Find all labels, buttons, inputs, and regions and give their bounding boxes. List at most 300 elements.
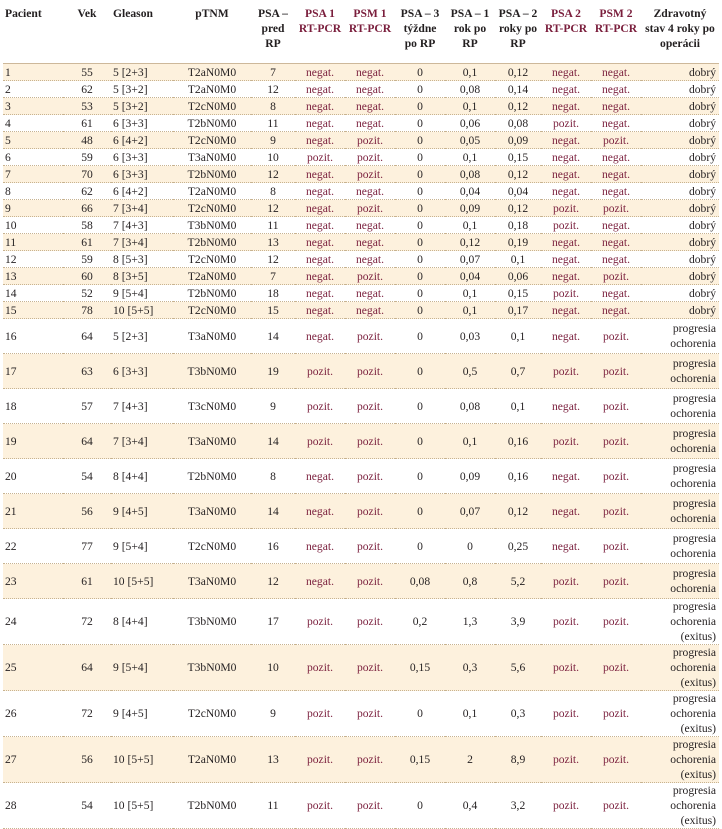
cell-zdravotny-stav: progresia ochorenia (641, 354, 719, 389)
cell-psa-2-roky: 0,12 (495, 494, 541, 529)
cell-psm2-rtpcr: pozit. (591, 459, 641, 494)
cell-pacient: 22 (3, 529, 63, 564)
cell-psa1-rtpcr: negat. (295, 234, 345, 251)
cell-psa1-rtpcr: pozit. (295, 149, 345, 166)
cell-pacient: 8 (3, 183, 63, 200)
cell-psa2-rtpcr: pozit. (541, 599, 591, 645)
cell-vek: 58 (63, 217, 111, 234)
cell-psm1-rtpcr: negat. (345, 64, 395, 81)
cell-psm1-rtpcr: pozit. (345, 132, 395, 149)
cell-psm2-rtpcr: pozit. (591, 354, 641, 389)
cell-psa-3-tyzdne: 0 (395, 354, 445, 389)
cell-psa-3-tyzdne: 0 (395, 389, 445, 424)
cell-psa-2-roky: 5,2 (495, 564, 541, 599)
cell-psa2-rtpcr: negat. (541, 132, 591, 149)
cell-psm2-rtpcr: negat. (591, 183, 641, 200)
cell-psa-3-tyzdne: 0 (395, 115, 445, 132)
cell-psa-pred-rp: 11 (251, 783, 295, 829)
cell-gleason: 7 [4+3] (111, 389, 173, 424)
table-row (3, 166, 719, 183)
cell-psa1-rtpcr: negat. (295, 166, 345, 183)
cell-psa-2-roky: 0,17 (495, 302, 541, 319)
cell-psm1-rtpcr: pozit. (345, 494, 395, 529)
cell-psa2-rtpcr: negat. (541, 149, 591, 166)
cell-ptnm: T2cN0M0 (173, 200, 251, 217)
cell-psa-pred-rp: 13 (251, 234, 295, 251)
cell-psa-1-rok: 0,8 (445, 564, 495, 599)
cell-psa-1-rok: 0,06 (445, 115, 495, 132)
cell-ptnm: T2aN0M0 (173, 64, 251, 81)
cell-psa-pred-rp: 10 (251, 645, 295, 691)
cell-psa-3-tyzdne: 0 (395, 691, 445, 737)
cell-psm2-rtpcr: pozit. (591, 319, 641, 354)
cell-ptnm: T2aN0M0 (173, 737, 251, 783)
cell-gleason: 10 [5+5] (111, 564, 173, 599)
cell-psa-2-roky: 3,9 (495, 599, 541, 645)
cell-psm2-rtpcr: negat. (591, 81, 641, 98)
cell-ptnm: T3aN0M0 (173, 494, 251, 529)
cell-psa-2-roky: 0,25 (495, 529, 541, 564)
cell-psa-2-roky: 0,1 (495, 251, 541, 268)
header-gleason: Gleason (111, 4, 173, 64)
cell-vek: 53 (63, 98, 111, 115)
cell-pacient: 18 (3, 389, 63, 424)
cell-psa1-rtpcr: negat. (295, 564, 345, 599)
cell-zdravotny-stav: dobrý (641, 115, 719, 132)
cell-ptnm: T2bN0M0 (173, 166, 251, 183)
cell-psa2-rtpcr: pozit. (541, 737, 591, 783)
cell-vek: 59 (63, 251, 111, 268)
cell-psa-2-roky: 0,1 (495, 389, 541, 424)
cell-ptnm: T2cN0M0 (173, 302, 251, 319)
cell-psa-pred-rp: 11 (251, 217, 295, 234)
table-row (3, 645, 719, 691)
cell-psa-pred-rp: 12 (251, 564, 295, 599)
cell-psa1-rtpcr: negat. (295, 302, 345, 319)
cell-psa-1-rok: 0,08 (445, 166, 495, 183)
header-row (3, 4, 719, 64)
cell-psm1-rtpcr: negat. (345, 81, 395, 98)
cell-pacient: 3 (3, 98, 63, 115)
cell-pacient: 9 (3, 200, 63, 217)
cell-psa1-rtpcr: negat. (295, 115, 345, 132)
cell-psm2-rtpcr: negat. (591, 64, 641, 81)
cell-psa-3-tyzdne: 0,08 (395, 564, 445, 599)
cell-psa-pred-rp: 11 (251, 115, 295, 132)
cell-psa-2-roky: 0,04 (495, 183, 541, 200)
cell-zdravotny-stav: progresia ochorenia (exitus) (641, 599, 719, 645)
cell-psa2-rtpcr: negat. (541, 64, 591, 81)
cell-psa-1-rok: 0,08 (445, 81, 495, 98)
cell-gleason: 9 [4+5] (111, 494, 173, 529)
cell-psa2-rtpcr: pozit. (541, 200, 591, 217)
cell-zdravotny-stav: dobrý (641, 251, 719, 268)
cell-psm1-rtpcr: pozit. (345, 389, 395, 424)
cell-zdravotny-stav: progresia ochorenia (641, 389, 719, 424)
cell-psa2-rtpcr: negat. (541, 529, 591, 564)
table-row (3, 64, 719, 81)
cell-zdravotny-stav: progresia ochorenia (exitus) (641, 783, 719, 829)
cell-ptnm: T3bN0M0 (173, 599, 251, 645)
cell-zdravotny-stav: dobrý (641, 200, 719, 217)
cell-psa1-rtpcr: negat. (295, 81, 345, 98)
cell-psm2-rtpcr: pozit. (591, 389, 641, 424)
cell-psa-2-roky: 0,1 (495, 319, 541, 354)
cell-psa-2-roky: 0,3 (495, 691, 541, 737)
cell-psm2-rtpcr: pozit. (591, 599, 641, 645)
cell-psa-1-rok: 0,1 (445, 64, 495, 81)
cell-psa-3-tyzdne: 0,15 (395, 645, 445, 691)
cell-psa-1-rok: 0 (445, 529, 495, 564)
cell-ptnm: T2aN0M0 (173, 81, 251, 98)
cell-psa2-rtpcr: negat. (541, 494, 591, 529)
cell-psa1-rtpcr: negat. (295, 251, 345, 268)
cell-psa1-rtpcr: pozit. (295, 599, 345, 645)
header-pacient: Pacient (3, 4, 63, 64)
cell-pacient: 13 (3, 268, 63, 285)
cell-ptnm: T2aN0M0 (173, 183, 251, 200)
header-zdravotny-stav: Zdravotný stav 4 roky po operácii (641, 4, 719, 64)
cell-gleason: 9 [5+4] (111, 285, 173, 302)
cell-psa-pred-rp: 9 (251, 132, 295, 149)
cell-psm1-rtpcr: negat. (345, 302, 395, 319)
table-row (3, 268, 719, 285)
cell-psa2-rtpcr: negat. (541, 302, 591, 319)
table-row (3, 319, 719, 354)
cell-psa-pred-rp: 8 (251, 459, 295, 494)
cell-vek: 56 (63, 494, 111, 529)
cell-psa-pred-rp: 8 (251, 98, 295, 115)
cell-zdravotny-stav: dobrý (641, 217, 719, 234)
cell-ptnm: T3cN0M0 (173, 389, 251, 424)
cell-gleason: 5 [3+2] (111, 81, 173, 98)
cell-gleason: 6 [4+2] (111, 132, 173, 149)
cell-psa2-rtpcr: negat. (541, 234, 591, 251)
cell-vek: 54 (63, 459, 111, 494)
cell-pacient: 17 (3, 354, 63, 389)
table-row (3, 183, 719, 200)
cell-pacient: 20 (3, 459, 63, 494)
cell-psa-1-rok: 0,4 (445, 783, 495, 829)
patient-results-table (3, 4, 719, 829)
header-psa-3-tyzdne: PSA – 3 týždne po RP (395, 4, 445, 64)
cell-vek: 70 (63, 166, 111, 183)
cell-psa-3-tyzdne: 0 (395, 149, 445, 166)
cell-psa-3-tyzdne: 0 (395, 98, 445, 115)
cell-psm1-rtpcr: pozit. (345, 268, 395, 285)
cell-ptnm: T2cN0M0 (173, 529, 251, 564)
cell-vek: 52 (63, 285, 111, 302)
cell-gleason: 7 [3+4] (111, 234, 173, 251)
cell-psa1-rtpcr: pozit. (295, 783, 345, 829)
cell-psa-3-tyzdne: 0 (395, 200, 445, 217)
cell-psm1-rtpcr: pozit. (345, 149, 395, 166)
cell-zdravotny-stav: dobrý (641, 285, 719, 302)
cell-psa-1-rok: 0,03 (445, 319, 495, 354)
table-row (3, 494, 719, 529)
cell-psa-pred-rp: 14 (251, 494, 295, 529)
cell-psa-1-rok: 0,1 (445, 691, 495, 737)
cell-zdravotny-stav: dobrý (641, 149, 719, 166)
cell-psm2-rtpcr: pozit. (591, 737, 641, 783)
cell-zdravotny-stav: progresia ochorenia (641, 459, 719, 494)
cell-zdravotny-stav: progresia ochorenia (641, 319, 719, 354)
cell-psa1-rtpcr: negat. (295, 529, 345, 564)
cell-psm2-rtpcr: pozit. (591, 200, 641, 217)
cell-pacient: 12 (3, 251, 63, 268)
cell-psa2-rtpcr: pozit. (541, 564, 591, 599)
cell-ptnm: T2bN0M0 (173, 285, 251, 302)
cell-psa2-rtpcr: pozit. (541, 691, 591, 737)
cell-vek: 56 (63, 737, 111, 783)
cell-zdravotny-stav: progresia ochorenia (exitus) (641, 645, 719, 691)
cell-gleason: 9 [5+4] (111, 645, 173, 691)
cell-psa-2-roky: 5,6 (495, 645, 541, 691)
cell-psa2-rtpcr: pozit. (541, 217, 591, 234)
cell-psm2-rtpcr: negat. (591, 98, 641, 115)
cell-psa2-rtpcr: negat. (541, 183, 591, 200)
cell-pacient: 23 (3, 564, 63, 599)
table-body (3, 64, 719, 829)
header-psm2-rtpcr: PSM 2 RT-PCR (591, 4, 641, 64)
cell-psa-pred-rp: 12 (251, 166, 295, 183)
cell-ptnm: T2cN0M0 (173, 691, 251, 737)
cell-psa-1-rok: 0,1 (445, 302, 495, 319)
cell-psa-2-roky: 0,12 (495, 64, 541, 81)
table-row (3, 200, 719, 217)
cell-psa-1-rok: 0,09 (445, 200, 495, 217)
cell-psa1-rtpcr: pozit. (295, 354, 345, 389)
cell-ptnm: T3bN0M0 (173, 217, 251, 234)
cell-pacient: 25 (3, 645, 63, 691)
cell-psm1-rtpcr: pozit. (345, 200, 395, 217)
cell-psa-1-rok: 0,08 (445, 389, 495, 424)
table-row (3, 424, 719, 459)
cell-psa-2-roky: 0,18 (495, 217, 541, 234)
cell-ptnm: T3aN0M0 (173, 319, 251, 354)
table-row (3, 149, 719, 166)
header-vek: Vek (63, 4, 111, 64)
cell-pacient: 10 (3, 217, 63, 234)
cell-psa-pred-rp: 12 (251, 251, 295, 268)
cell-vek: 72 (63, 691, 111, 737)
cell-zdravotny-stav: progresia ochorenia (641, 494, 719, 529)
cell-psa-pred-rp: 19 (251, 354, 295, 389)
cell-gleason: 8 [4+4] (111, 459, 173, 494)
header-ptnm: pTNM (173, 4, 251, 64)
cell-psa-3-tyzdne: 0 (395, 285, 445, 302)
cell-vek: 54 (63, 783, 111, 829)
cell-psa2-rtpcr: pozit. (541, 645, 591, 691)
cell-psa-1-rok: 0,07 (445, 494, 495, 529)
cell-psa-2-roky: 0,06 (495, 268, 541, 285)
cell-psa-pred-rp: 7 (251, 268, 295, 285)
cell-psa1-rtpcr: pozit. (295, 389, 345, 424)
cell-gleason: 7 [4+3] (111, 217, 173, 234)
header-psa2-rtpcr: PSA 2 RT-PCR (541, 4, 591, 64)
cell-psa-3-tyzdne: 0 (395, 459, 445, 494)
cell-psm1-rtpcr: negat. (345, 251, 395, 268)
cell-psa-pred-rp: 16 (251, 529, 295, 564)
cell-psa-2-roky: 0,7 (495, 354, 541, 389)
cell-psa-3-tyzdne: 0 (395, 81, 445, 98)
cell-psa1-rtpcr: negat. (295, 285, 345, 302)
table-row (3, 691, 719, 737)
cell-vek: 72 (63, 599, 111, 645)
cell-gleason: 6 [3+3] (111, 149, 173, 166)
cell-zdravotny-stav: progresia ochorenia (641, 424, 719, 459)
cell-psa-3-tyzdne: 0 (395, 529, 445, 564)
cell-psm2-rtpcr: pozit. (591, 494, 641, 529)
cell-psa1-rtpcr: pozit. (295, 737, 345, 783)
cell-psm2-rtpcr: pozit. (591, 691, 641, 737)
cell-vek: 62 (63, 183, 111, 200)
cell-psa2-rtpcr: negat. (541, 459, 591, 494)
table-row (3, 234, 719, 251)
cell-psa-pred-rp: 13 (251, 737, 295, 783)
cell-psm1-rtpcr: negat. (345, 98, 395, 115)
cell-psa-pred-rp: 8 (251, 183, 295, 200)
cell-psm2-rtpcr: negat. (591, 285, 641, 302)
cell-psa-1-rok: 0,04 (445, 183, 495, 200)
cell-psm2-rtpcr: negat. (591, 149, 641, 166)
cell-pacient: 14 (3, 285, 63, 302)
cell-zdravotny-stav: dobrý (641, 234, 719, 251)
cell-psa-3-tyzdne: 0 (395, 783, 445, 829)
cell-psa-pred-rp: 9 (251, 389, 295, 424)
cell-gleason: 7 [3+4] (111, 200, 173, 217)
cell-psa1-rtpcr: negat. (295, 268, 345, 285)
cell-ptnm: T2cN0M0 (173, 251, 251, 268)
cell-pacient: 7 (3, 166, 63, 183)
cell-psa1-rtpcr: negat. (295, 459, 345, 494)
cell-psm2-rtpcr: pozit. (591, 645, 641, 691)
cell-zdravotny-stav: dobrý (641, 81, 719, 98)
cell-psm2-rtpcr: pozit. (591, 424, 641, 459)
cell-psa-3-tyzdne: 0 (395, 183, 445, 200)
cell-psa-2-roky: 0,12 (495, 200, 541, 217)
cell-psa-pred-rp: 14 (251, 319, 295, 354)
cell-zdravotny-stav: progresia ochorenia (exitus) (641, 691, 719, 737)
cell-psa2-rtpcr: pozit. (541, 285, 591, 302)
cell-psa1-rtpcr: negat. (295, 494, 345, 529)
cell-psm1-rtpcr: pozit. (345, 564, 395, 599)
cell-psa2-rtpcr: pozit. (541, 115, 591, 132)
cell-vek: 64 (63, 424, 111, 459)
cell-ptnm: T3bN0M0 (173, 354, 251, 389)
cell-pacient: 21 (3, 494, 63, 529)
table-row (3, 285, 719, 302)
cell-ptnm: T3aN0M0 (173, 564, 251, 599)
cell-pacient: 28 (3, 783, 63, 829)
cell-psm1-rtpcr: pozit. (345, 691, 395, 737)
cell-psa-3-tyzdne: 0 (395, 319, 445, 354)
cell-psa1-rtpcr: negat. (295, 200, 345, 217)
cell-ptnm: T2bN0M0 (173, 459, 251, 494)
cell-zdravotny-stav: dobrý (641, 98, 719, 115)
header-psm1-rtpcr: PSM 1 RT-PCR (345, 4, 395, 64)
cell-psa-1-rok: 0,3 (445, 645, 495, 691)
cell-pacient: 11 (3, 234, 63, 251)
table-row (3, 81, 719, 98)
cell-psm1-rtpcr: negat. (345, 115, 395, 132)
cell-psm2-rtpcr: negat. (591, 115, 641, 132)
cell-psa-pred-rp: 12 (251, 200, 295, 217)
cell-psa-2-roky: 0,09 (495, 132, 541, 149)
cell-psm2-rtpcr: negat. (591, 217, 641, 234)
cell-vek: 57 (63, 389, 111, 424)
cell-gleason: 5 [2+3] (111, 64, 173, 81)
cell-psa-3-tyzdne: 0 (395, 302, 445, 319)
cell-psa-2-roky: 0,12 (495, 166, 541, 183)
cell-psa-2-roky: 0,16 (495, 424, 541, 459)
table-row (3, 98, 719, 115)
cell-psa-pred-rp: 17 (251, 599, 295, 645)
cell-psa-2-roky: 3,2 (495, 783, 541, 829)
cell-psm1-rtpcr: pozit. (345, 166, 395, 183)
cell-vek: 61 (63, 234, 111, 251)
cell-psm1-rtpcr: pozit. (345, 737, 395, 783)
table-row (3, 302, 719, 319)
table-row (3, 251, 719, 268)
cell-ptnm: T2cN0M0 (173, 132, 251, 149)
cell-psa1-rtpcr: pozit. (295, 691, 345, 737)
cell-pacient: 24 (3, 599, 63, 645)
cell-pacient: 2 (3, 81, 63, 98)
table-row (3, 389, 719, 424)
cell-psm1-rtpcr: pozit. (345, 529, 395, 564)
cell-psa-2-roky: 0,15 (495, 149, 541, 166)
cell-psa1-rtpcr: negat. (295, 183, 345, 200)
cell-vek: 60 (63, 268, 111, 285)
cell-zdravotny-stav: progresia ochorenia (exitus) (641, 737, 719, 783)
cell-psa-1-rok: 0,1 (445, 424, 495, 459)
cell-vek: 55 (63, 64, 111, 81)
cell-pacient: 15 (3, 302, 63, 319)
cell-pacient: 27 (3, 737, 63, 783)
cell-psm1-rtpcr: pozit. (345, 645, 395, 691)
cell-vek: 62 (63, 81, 111, 98)
cell-psa-3-tyzdne: 0 (395, 132, 445, 149)
cell-psa1-rtpcr: negat. (295, 132, 345, 149)
cell-gleason: 8 [3+5] (111, 268, 173, 285)
cell-gleason: 7 [3+4] (111, 424, 173, 459)
cell-psa-pred-rp: 9 (251, 691, 295, 737)
cell-psa-2-roky: 8,9 (495, 737, 541, 783)
cell-psa-1-rok: 0,1 (445, 98, 495, 115)
cell-psm1-rtpcr: pozit. (345, 783, 395, 829)
cell-psa-pred-rp: 7 (251, 64, 295, 81)
cell-ptnm: T3aN0M0 (173, 149, 251, 166)
cell-psm2-rtpcr: negat. (591, 251, 641, 268)
cell-psa-3-tyzdne: 0 (395, 217, 445, 234)
cell-psa1-rtpcr: pozit. (295, 645, 345, 691)
cell-ptnm: T2aN0M0 (173, 268, 251, 285)
cell-psa1-rtpcr: negat. (295, 98, 345, 115)
cell-psa-1-rok: 0,07 (445, 251, 495, 268)
cell-psm2-rtpcr: negat. (591, 302, 641, 319)
cell-psa-1-rok: 0,1 (445, 285, 495, 302)
cell-zdravotny-stav: progresia ochorenia (641, 564, 719, 599)
table-row (3, 132, 719, 149)
cell-psa2-rtpcr: negat. (541, 251, 591, 268)
cell-psa1-rtpcr: negat. (295, 319, 345, 354)
cell-psa-pred-rp: 10 (251, 149, 295, 166)
cell-vek: 61 (63, 564, 111, 599)
header-psa-pred-rp: PSA – pred RP (251, 4, 295, 64)
cell-vek: 64 (63, 319, 111, 354)
cell-gleason: 5 [3+2] (111, 98, 173, 115)
